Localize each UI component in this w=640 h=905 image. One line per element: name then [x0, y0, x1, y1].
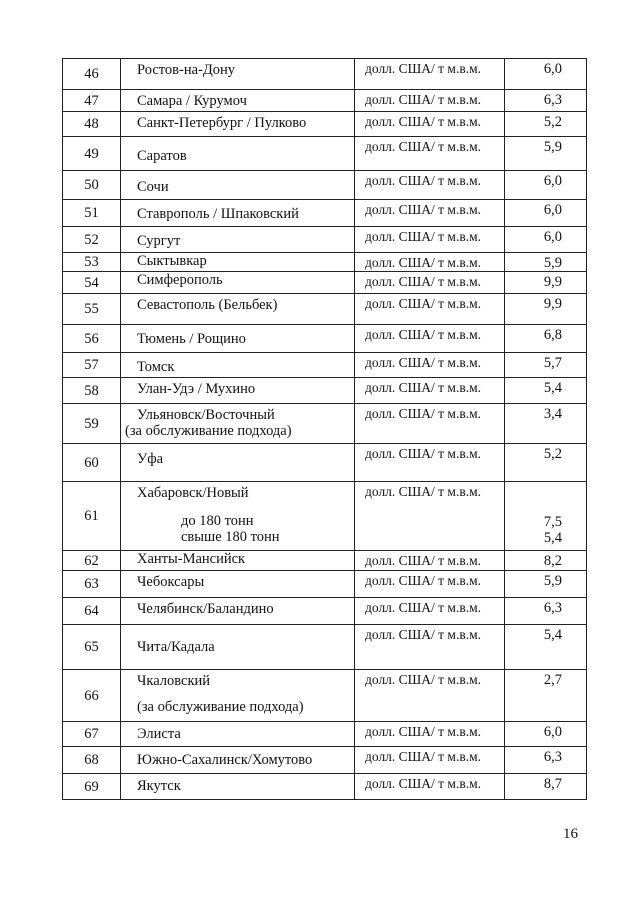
rate-cell: 9,9 [505, 272, 587, 294]
airport-name: Ростов-на-Дону [137, 62, 235, 78]
row-number: 54 [63, 272, 121, 294]
rate-cell: 5,4 [505, 378, 587, 404]
rate-cell: 6,0 [505, 200, 587, 227]
table-row [63, 353, 587, 378]
airport-name: Санкт-Петербург / Пулково [137, 115, 307, 131]
airport-name: Томск [137, 359, 175, 375]
table-row [63, 378, 587, 404]
table-row [63, 598, 587, 625]
row-number: 56 [63, 325, 121, 353]
unit-cell: долл. США/ т м.в.м. [355, 272, 505, 294]
airport-name: Сочи [137, 179, 169, 195]
page-number: 16 [563, 826, 578, 842]
rate-cell: 5,2 [505, 112, 587, 137]
rate-cell: 5,9 [505, 137, 587, 171]
table-row [63, 482, 587, 551]
unit-cell: долл. США/ т м.в.м. [355, 670, 505, 722]
airport-name: Тюмень / Рощино [137, 331, 246, 347]
unit-cell: долл. США/ т м.в.м. [355, 90, 505, 112]
rate-cell: 6,0 [505, 227, 587, 253]
rate-cell: 6,3 [505, 598, 587, 625]
airport-note: (за обслуживание подхода) [125, 423, 292, 439]
table-row [63, 272, 587, 294]
weight-class-over-180: свыше 180 тонн [181, 529, 280, 545]
unit-cell: долл. США/ т м.в.м. [355, 722, 505, 747]
row-number: 58 [63, 378, 121, 404]
unit-cell: долл. США/ т м.в.м. [355, 598, 505, 625]
rate-over-180: 5,4 [543, 530, 562, 546]
row-number: 68 [63, 747, 121, 774]
rate-cell: 8,2 [505, 551, 587, 571]
rate-cell: 5,4 [505, 625, 587, 670]
unit-cell: долл. США/ т м.в.м. [355, 551, 505, 571]
rate-cell: 6,0 [505, 171, 587, 200]
row-number: 69 [63, 774, 121, 800]
unit-cell: долл. США/ т м.в.м. [355, 378, 505, 404]
table-row [63, 625, 587, 670]
rate-cell: 3,4 [505, 404, 587, 444]
table-row [63, 404, 587, 444]
airport-name: Севастополь (Бельбек) [137, 297, 278, 313]
table-row [63, 747, 587, 774]
unit-cell: долл. США/ т м.в.м. [355, 294, 505, 325]
row-number: 46 [63, 59, 121, 90]
weight-class-under-180: до 180 тонн [181, 513, 254, 529]
rate-cell: 8,7 [505, 774, 587, 800]
airport-name: Саратов [137, 148, 187, 164]
row-number: 47 [63, 90, 121, 112]
unit-cell: долл. США/ т м.в.м. [355, 571, 505, 598]
rate-cell: 5,2 [505, 444, 587, 482]
table-row [63, 294, 587, 325]
table-row [63, 722, 587, 747]
unit-cell: долл. США/ т м.в.м. [355, 353, 505, 378]
table-row [63, 137, 587, 171]
airport-name: Южно-Сахалинск/Хомутово [137, 752, 313, 768]
airport-charges-table [62, 58, 587, 800]
row-number: 49 [63, 137, 121, 171]
rate-cell: 5,9 [505, 571, 587, 598]
rate-cell: 6,8 [505, 325, 587, 353]
row-number: 66 [63, 670, 121, 722]
rate-under-180: 7,5 [543, 514, 562, 530]
table-row [63, 670, 587, 722]
airport-name: Чебоксары [137, 574, 205, 590]
unit-cell: долл. США/ т м.в.м. [355, 325, 505, 353]
unit-cell: долл. США/ т м.в.м. [355, 747, 505, 774]
table-row [63, 90, 587, 112]
airport-name: Челябинск/Баландино [137, 601, 274, 617]
table-row [63, 774, 587, 800]
airport-name: Уфа [137, 451, 164, 467]
row-number: 62 [63, 551, 121, 571]
unit-cell: долл. США/ т м.в.м. [355, 200, 505, 227]
row-number: 57 [63, 353, 121, 378]
row-number: 48 [63, 112, 121, 137]
unit-cell: долл. США/ т м.в.м. [355, 59, 505, 90]
row-number: 51 [63, 200, 121, 227]
row-number: 52 [63, 227, 121, 253]
airport-name: Ставрополь / Шпаковский [137, 206, 299, 222]
airport-name: Чкаловский [137, 673, 211, 689]
airport-name: Якутск [137, 778, 181, 794]
airport-name: Сургут [137, 233, 181, 249]
table-row [63, 200, 587, 227]
unit-cell: долл. США/ т м.в.м. [355, 112, 505, 137]
row-number: 60 [63, 444, 121, 482]
row-number: 53 [63, 253, 121, 272]
unit-cell: долл. США/ т м.в.м. [355, 625, 505, 670]
table-row [63, 112, 587, 137]
airport-name: Хабаровск/Новый [137, 485, 249, 501]
rate-cell: 6,0 [505, 59, 587, 90]
table-row [63, 571, 587, 598]
unit-cell: долл. США/ т м.в.м. [355, 444, 505, 482]
table-row [63, 551, 587, 571]
airport-name: Симферополь [137, 272, 223, 288]
rate-cell: 5,9 [505, 253, 587, 272]
row-number: 59 [63, 404, 121, 444]
row-number: 63 [63, 571, 121, 598]
unit-cell: долл. США/ т м.в.м. [355, 227, 505, 253]
row-number: 67 [63, 722, 121, 747]
airport-note: (за обслуживание подхода) [137, 699, 304, 715]
airport-name: Сыктывкар [137, 253, 207, 269]
table-row [63, 444, 587, 482]
airport-name: Улан-Удэ / Мухино [137, 381, 256, 397]
table-row [63, 253, 587, 272]
table-row [63, 227, 587, 253]
unit-cell: долл. США/ т м.в.м. [355, 404, 505, 444]
unit-cell: долл. США/ т м.в.м. [355, 253, 505, 272]
table-row [63, 325, 587, 353]
airport-name: Самара / Курумоч [137, 93, 247, 109]
rate-cell: 6,3 [505, 90, 587, 112]
row-number: 61 [63, 482, 121, 551]
rate-cell: 6,0 [505, 722, 587, 747]
table-row [63, 59, 587, 90]
row-number: 55 [63, 294, 121, 325]
unit-cell: долл. США/ т м.в.м. [355, 137, 505, 171]
rate-cell: 5,7 [505, 353, 587, 378]
unit-cell: долл. США/ т м.в.м. [355, 774, 505, 800]
airport-name: Ульяновск/Восточный [137, 407, 275, 423]
rate-cell: 9,9 [505, 294, 587, 325]
rate-cell: 2,7 [505, 670, 587, 722]
rate-cell: 6,3 [505, 747, 587, 774]
airport-name: Ханты-Мансийск [137, 551, 246, 567]
table-row [63, 171, 587, 200]
unit-cell: долл. США/ т м.в.м. [355, 171, 505, 200]
row-number: 50 [63, 171, 121, 200]
airport-name: Элиста [137, 726, 181, 742]
unit-cell: долл. США/ т м.в.м. [355, 482, 505, 551]
row-number: 64 [63, 598, 121, 625]
airport-name: Чита/Кадала [137, 639, 215, 655]
row-number: 65 [63, 625, 121, 670]
